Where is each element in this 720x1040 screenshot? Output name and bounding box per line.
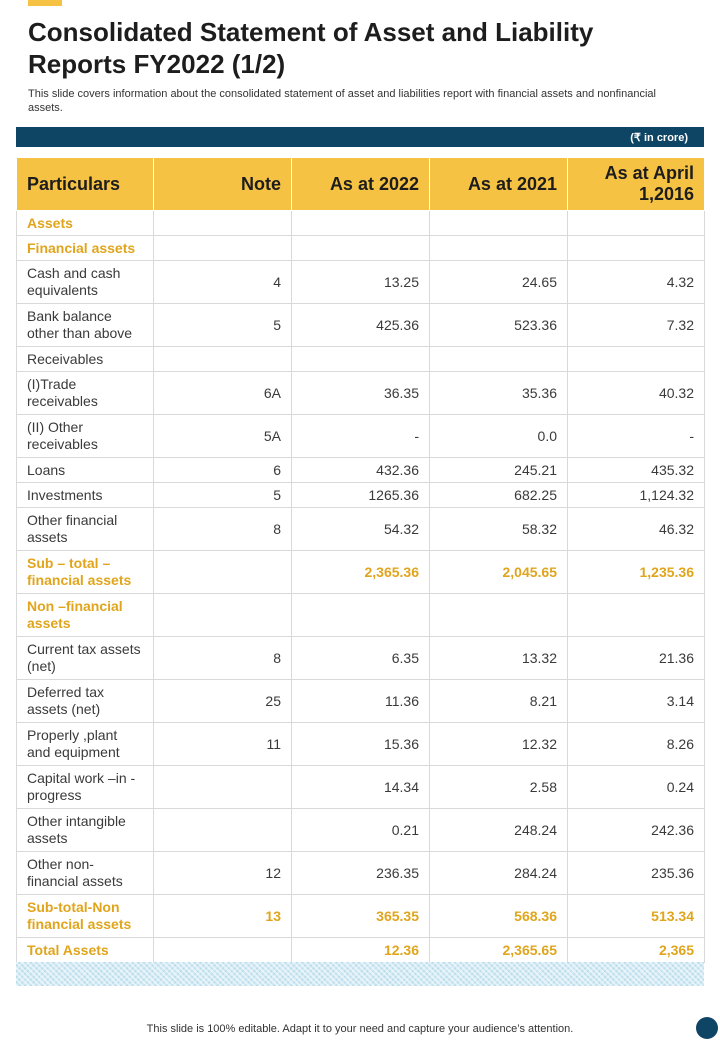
unit-label: (₹ in crore) <box>630 131 688 144</box>
cell-value-2016: 435.32 <box>568 458 705 483</box>
header-2022: As at 2022 <box>292 158 430 211</box>
cell-value-2022: 6.35 <box>292 637 430 680</box>
cell-value-2021: 35.36 <box>430 372 568 415</box>
cell-value-2022: 11.36 <box>292 680 430 723</box>
cell-value-2022: 432.36 <box>292 458 430 483</box>
cell-value-2016: 1,235.36 <box>568 551 705 594</box>
table-row <box>17 766 705 809</box>
cell-note: 25 <box>154 680 292 723</box>
table-row <box>17 211 705 236</box>
cell-note: 5A <box>154 415 292 458</box>
cell-value-2021: 523.36 <box>430 304 568 347</box>
cell-note: 5 <box>154 483 292 508</box>
cell-value-2016: 513.34 <box>568 895 705 938</box>
cell-particulars: Deferred tax assets (net) <box>17 680 154 723</box>
cell-particulars: Total Assets <box>17 938 154 963</box>
cell-value-2016: 21.36 <box>568 637 705 680</box>
table-row <box>17 680 705 723</box>
cell-note: 13 <box>154 895 292 938</box>
header-note: Note <box>154 158 292 211</box>
cell-value-2016 <box>568 211 705 236</box>
cell-value-2016 <box>568 236 705 261</box>
table-row <box>17 508 705 551</box>
cell-value-2021 <box>430 236 568 261</box>
page-subtitle: This slide covers information about the consolidated statement of asset and liabilities report with financial assets and nonfinancial assets. <box>28 88 656 114</box>
cell-note <box>154 766 292 809</box>
cell-value-2021 <box>430 594 568 637</box>
cell-value-2021: 568.36 <box>430 895 568 938</box>
cell-value-2021: 0.0 <box>430 415 568 458</box>
cell-value-2021: 248.24 <box>430 809 568 852</box>
cell-note: 12 <box>154 852 292 895</box>
cell-value-2016: 4.32 <box>568 261 705 304</box>
cell-value-2022 <box>292 236 430 261</box>
cell-particulars: Cash and cash equivalents <box>17 261 154 304</box>
cell-value-2016: 2,365 <box>568 938 705 963</box>
cell-particulars: Assets <box>17 211 154 236</box>
cell-particulars: Other intangible assets <box>17 809 154 852</box>
table-row <box>17 347 705 372</box>
cell-value-2016: 0.24 <box>568 766 705 809</box>
cell-particulars: Investments <box>17 483 154 508</box>
page-title: Consolidated Statement of Asset and Liability Reports FY2022 (1/2) <box>28 17 594 79</box>
cell-value-2021: 24.65 <box>430 261 568 304</box>
cell-value-2016: 235.36 <box>568 852 705 895</box>
cell-note <box>154 347 292 372</box>
cell-particulars: (I)Trade receivables <box>17 372 154 415</box>
cell-value-2022: 12.36 <box>292 938 430 963</box>
table-header-row <box>17 158 705 211</box>
cell-value-2022 <box>292 594 430 637</box>
cell-particulars: Loans <box>17 458 154 483</box>
table-row <box>17 458 705 483</box>
cell-value-2016 <box>568 594 705 637</box>
table-body <box>17 211 705 963</box>
table-row <box>17 483 705 508</box>
cell-value-2021: 2,045.65 <box>430 551 568 594</box>
cell-value-2021 <box>430 211 568 236</box>
table-row <box>17 637 705 680</box>
cell-value-2022: 2,365.36 <box>292 551 430 594</box>
cell-value-2016: 40.32 <box>568 372 705 415</box>
table-row <box>17 415 705 458</box>
cell-note <box>154 236 292 261</box>
decorative-pattern-bar <box>16 962 704 986</box>
cell-particulars: Receivables <box>17 347 154 372</box>
cell-value-2016: 46.32 <box>568 508 705 551</box>
cell-value-2016: 7.32 <box>568 304 705 347</box>
footer-note: This slide is 100% editable. Adapt it to your need and capture your audience’s attention. <box>146 1023 574 1035</box>
cell-note <box>154 551 292 594</box>
cell-value-2016: 3.14 <box>568 680 705 723</box>
cell-note <box>154 211 292 236</box>
cell-value-2016: 8.26 <box>568 723 705 766</box>
cell-particulars: Other non-financial assets <box>17 852 154 895</box>
table-row <box>17 304 705 347</box>
table-row <box>17 261 705 304</box>
cell-value-2022 <box>292 211 430 236</box>
cell-value-2016: - <box>568 415 705 458</box>
cell-value-2021: 245.21 <box>430 458 568 483</box>
cell-value-2021: 2,365.65 <box>430 938 568 963</box>
cell-value-2021 <box>430 347 568 372</box>
corner-dot <box>696 1017 718 1039</box>
cell-value-2021: 682.25 <box>430 483 568 508</box>
cell-value-2022: 236.35 <box>292 852 430 895</box>
cell-value-2022: - <box>292 415 430 458</box>
cell-value-2022 <box>292 347 430 372</box>
table-row <box>17 809 705 852</box>
cell-value-2022: 0.21 <box>292 809 430 852</box>
cell-note: 6A <box>154 372 292 415</box>
cell-value-2021: 58.32 <box>430 508 568 551</box>
header-particulars: Particulars <box>17 158 154 211</box>
table-row <box>17 852 705 895</box>
cell-note: 5 <box>154 304 292 347</box>
table-row <box>17 551 705 594</box>
table-row <box>17 372 705 415</box>
accent-bar <box>28 0 62 6</box>
cell-note: 8 <box>154 508 292 551</box>
cell-value-2022: 14.34 <box>292 766 430 809</box>
unit-bar <box>16 127 704 147</box>
cell-particulars: (II) Other receivables <box>17 415 154 458</box>
cell-particulars: Non –financial assets <box>17 594 154 637</box>
cell-value-2021: 284.24 <box>430 852 568 895</box>
cell-note: 8 <box>154 637 292 680</box>
cell-particulars: Other financial assets <box>17 508 154 551</box>
header-2021: As at 2021 <box>430 158 568 211</box>
table-row <box>17 723 705 766</box>
cell-note <box>154 938 292 963</box>
cell-value-2022: 365.35 <box>292 895 430 938</box>
table-row <box>17 895 705 938</box>
cell-note: 4 <box>154 261 292 304</box>
cell-particulars: Bank balance other than above <box>17 304 154 347</box>
cell-value-2022: 425.36 <box>292 304 430 347</box>
cell-value-2016 <box>568 347 705 372</box>
cell-value-2022: 1265.36 <box>292 483 430 508</box>
cell-note <box>154 594 292 637</box>
table-row <box>17 938 705 963</box>
cell-value-2016: 1,124.32 <box>568 483 705 508</box>
cell-note: 11 <box>154 723 292 766</box>
cell-particulars: Sub – total – financial assets <box>17 551 154 594</box>
cell-value-2022: 54.32 <box>292 508 430 551</box>
cell-particulars: Financial assets <box>17 236 154 261</box>
cell-value-2022: 13.25 <box>292 261 430 304</box>
header-2016: As at April 1,2016 <box>568 158 705 211</box>
cell-note: 6 <box>154 458 292 483</box>
cell-particulars: Properly ,plant and equipment <box>17 723 154 766</box>
cell-note <box>154 809 292 852</box>
cell-value-2016: 242.36 <box>568 809 705 852</box>
cell-particulars: Sub-total-Non financial assets <box>17 895 154 938</box>
cell-particulars: Capital work –in - progress <box>17 766 154 809</box>
asset-liability-table <box>16 157 705 963</box>
cell-value-2021: 12.32 <box>430 723 568 766</box>
cell-value-2021: 2.58 <box>430 766 568 809</box>
cell-value-2021: 13.32 <box>430 637 568 680</box>
table-row <box>17 594 705 637</box>
table-row <box>17 236 705 261</box>
cell-value-2022: 36.35 <box>292 372 430 415</box>
cell-value-2022: 15.36 <box>292 723 430 766</box>
cell-value-2021: 8.21 <box>430 680 568 723</box>
cell-particulars: Current tax assets (net) <box>17 637 154 680</box>
